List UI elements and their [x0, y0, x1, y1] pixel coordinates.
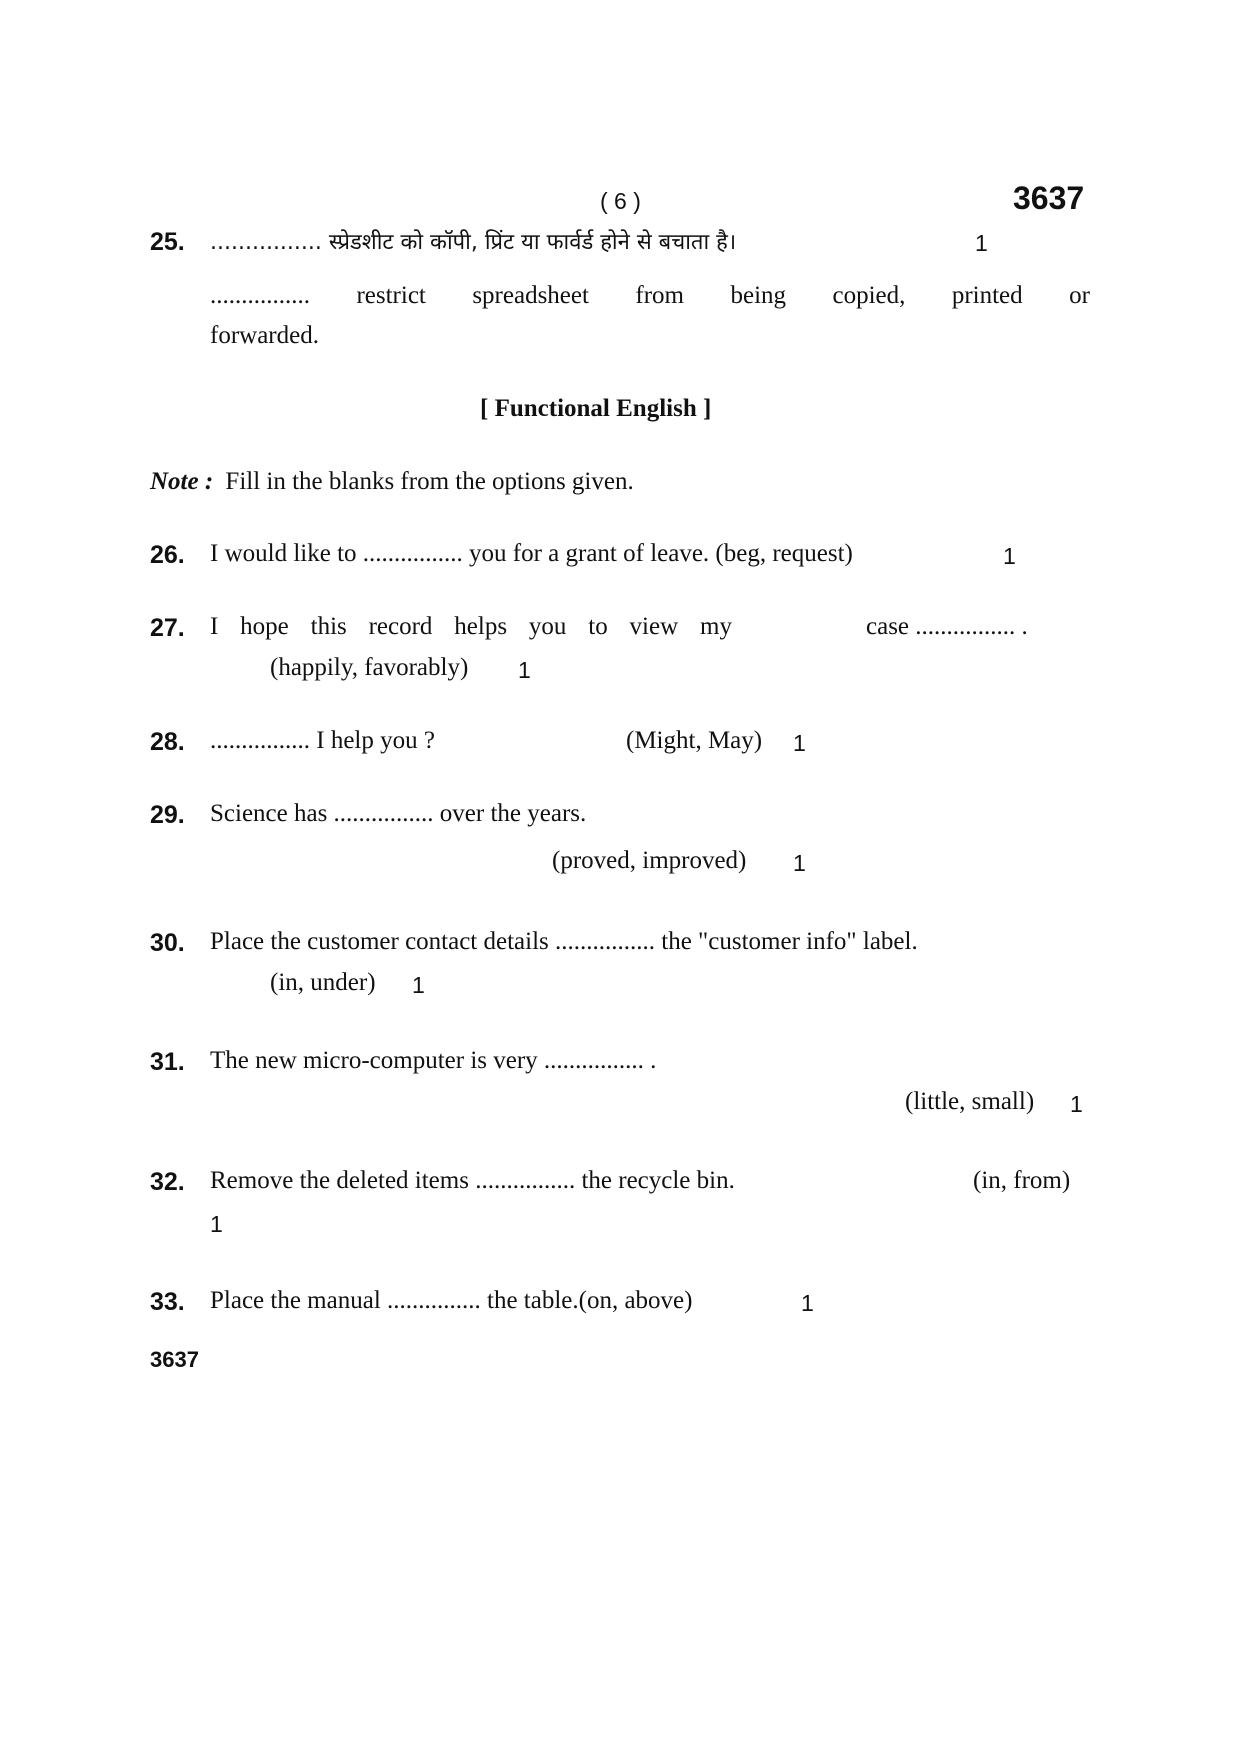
- paper-code-footer: 3637: [150, 1347, 199, 1372]
- question-marks: 1: [518, 657, 531, 683]
- word: printed: [951, 282, 1023, 309]
- question-marks: 1: [801, 1290, 814, 1316]
- word: copied,: [832, 282, 906, 309]
- question-english-line-2: forwarded.: [210, 322, 319, 349]
- question-options: (Might, May): [626, 727, 763, 754]
- question-text: ................ I help you ?: [210, 727, 435, 754]
- question-number: 27.: [150, 614, 185, 642]
- question-number: 32.: [150, 1168, 185, 1196]
- question-text: Place the manual ............... the table.(on, above): [210, 1287, 693, 1314]
- word: record: [368, 613, 433, 640]
- question-marks: 1: [412, 972, 425, 998]
- question-marks: 1: [975, 230, 988, 256]
- question-number: 29.: [150, 801, 185, 829]
- question-number: 31.: [150, 1048, 185, 1076]
- word: you: [528, 613, 567, 640]
- question-marks: 1: [210, 1211, 223, 1237]
- question-marks: 1: [1003, 543, 1016, 569]
- question-options: (happily, favorably): [270, 654, 469, 681]
- question-text-line-1: [210, 613, 732, 641]
- question-options: (in, from): [973, 1167, 1071, 1194]
- blank: ................: [210, 282, 310, 309]
- question-options: (little, small): [905, 1088, 1035, 1115]
- paper-code-header: 3637: [1013, 180, 1085, 216]
- question-text: The new micro-computer is very ................ .: [210, 1047, 657, 1074]
- question-number: 26.: [150, 541, 185, 569]
- word: to: [588, 613, 608, 640]
- note-label: Note :: [150, 468, 214, 495]
- question-number: 28.: [150, 728, 185, 756]
- question-number: 33.: [150, 1288, 185, 1316]
- question-options: (proved, improved): [552, 847, 747, 874]
- word: being: [730, 282, 787, 309]
- page-number: ( 6 ): [600, 188, 641, 214]
- question-options: (in, under): [270, 969, 376, 996]
- question-text: Science has ................ over the years.: [210, 800, 587, 827]
- word: spreadsheet: [472, 282, 589, 309]
- question-text: Remove the deleted items ................ the recycle bin.: [210, 1167, 735, 1194]
- word: this: [310, 613, 347, 640]
- note-text: Fill in the blanks from the options given.: [225, 468, 634, 495]
- section-title: [ Functional English ]: [480, 395, 712, 422]
- word: hope: [240, 613, 289, 640]
- question-text: I would like to ................ you for a grant of leave. (beg, request): [210, 540, 853, 567]
- word: my: [700, 613, 732, 640]
- question-number: 30.: [150, 929, 185, 957]
- word: I: [210, 613, 219, 640]
- question-text-line-1-end: case ................ .: [866, 613, 1028, 640]
- question-hindi-text: ................ स्प्रेडशीट को कॉपी, प्रिंट या फार्वर्ड होने से बचाता है।: [210, 230, 737, 255]
- word: helps: [454, 613, 508, 640]
- word: from: [635, 282, 685, 309]
- question-english-line-1: [210, 282, 1090, 310]
- word: view: [629, 613, 679, 640]
- question-marks: 1: [793, 850, 806, 876]
- word: or: [1069, 282, 1090, 309]
- question-marks: 1: [793, 730, 806, 756]
- word: restrict: [356, 282, 426, 309]
- note: [150, 468, 634, 496]
- question-text: Place the customer contact details ................ the "customer info" label.: [210, 928, 918, 955]
- question-marks: 1: [1070, 1091, 1083, 1117]
- question-number: 25.: [150, 228, 185, 256]
